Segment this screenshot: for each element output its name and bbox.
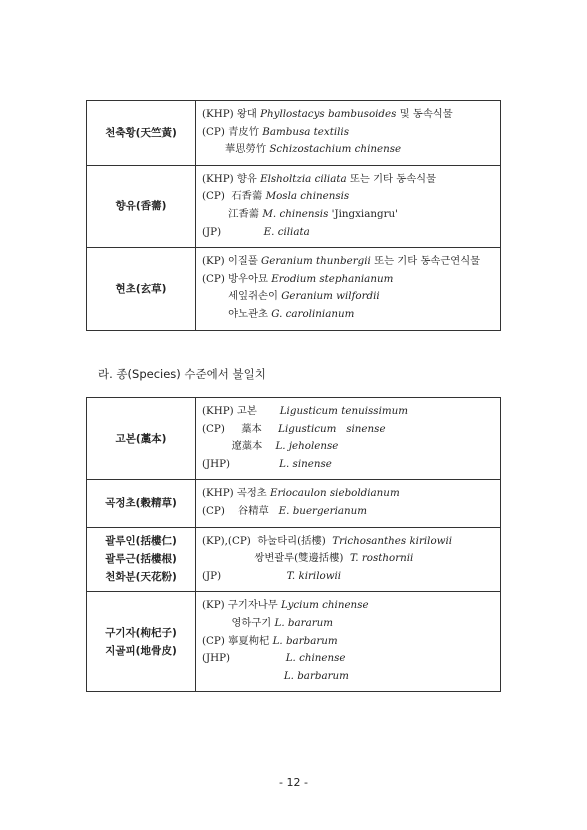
line-text: 세잎쥐손이 (202, 290, 282, 303)
line-text: (KP) 구기자나무 (202, 599, 281, 612)
species-line (202, 421, 494, 439)
pharmacopoeia-species-cell (196, 398, 501, 480)
scientific-name: Trichosanthes kirilowii (332, 534, 453, 547)
scientific-name: Lycium chinense (280, 599, 369, 612)
line-text: (KHP) 고본 (202, 405, 280, 417)
scientific-name: Eriocaulon sieboldianum (270, 487, 400, 500)
scientific-name: Elsholtzia ciliata (260, 172, 347, 185)
scientific-name: T. kirilowii (286, 569, 342, 582)
scientific-name: L. chinense (285, 652, 346, 665)
line-text: (CP) 谷精草 (202, 504, 279, 517)
line-text: 또는 기타 동속근연식물 (370, 255, 481, 268)
herb-row (87, 398, 501, 480)
pharmacopoeia-species-cell (196, 527, 501, 592)
line-text: 江香薷 (202, 207, 263, 220)
species-line (202, 288, 494, 306)
herb-name: 향유(香薷) (115, 200, 167, 213)
species-line (202, 224, 494, 242)
line-text: (JP) (202, 225, 264, 238)
line-text: (JP) (202, 569, 287, 582)
species-line (202, 171, 494, 189)
species-line (202, 403, 494, 421)
scientific-name: M. chinensis (262, 207, 329, 220)
line-text (202, 670, 284, 682)
species-line (202, 253, 494, 271)
species-line (202, 456, 494, 474)
herb-table-1 (86, 100, 501, 331)
line-text: 및 동속식물 (396, 108, 453, 120)
line-text: (CP) 青皮竹 (202, 125, 263, 138)
species-line (202, 106, 494, 124)
species-line (202, 438, 494, 456)
species-line (202, 124, 494, 142)
herb-name: 현초(玄草) (115, 282, 167, 295)
scientific-name: G. carolinianum (271, 307, 355, 320)
herb-name-cell (87, 480, 196, 527)
line-text: 華思勞竹 (202, 143, 270, 156)
scientific-name: L. bararum (274, 616, 334, 629)
herb-name-cell (87, 248, 196, 330)
scientific-name: Schizostachium chinense (269, 143, 402, 156)
line-text: (JHP) (202, 457, 280, 470)
line-text: 야노관초 (202, 307, 272, 320)
herb-name: 천화분(天花粉) (105, 571, 177, 584)
herb-row (87, 592, 501, 692)
line-text: (KHP) 왕대 (202, 108, 261, 120)
herb-name: 구기자(枸杞子) (105, 626, 177, 639)
herb-name-cell (87, 592, 196, 692)
herb-name-cell (87, 165, 196, 247)
herb-row (87, 527, 501, 592)
herb-name-cell (87, 398, 196, 480)
pharmacopoeia-species-cell (196, 165, 501, 247)
species-line (202, 615, 494, 633)
pharmacopoeia-species-cell (196, 101, 501, 166)
herb-name: 고본(藁本) (115, 432, 167, 445)
scientific-name: L. jeholense (275, 440, 339, 453)
scientific-name: Erodium stephanianum (271, 272, 394, 285)
species-line (202, 271, 494, 289)
line-text: (CP) 藁本 (202, 422, 279, 435)
line-text: (KHP) 향유 (202, 172, 261, 185)
line-text: (KP) 이질풀 (202, 255, 262, 268)
pharmacopoeia-species-cell (196, 480, 501, 527)
species-line (202, 668, 494, 686)
scientific-name: E. buergerianum (278, 504, 368, 517)
line-text: (CP) 石香薷 (202, 190, 266, 203)
section-heading: 라. 종(Species) 수준에서 불일치 (98, 367, 266, 381)
herb-name: 괄루인(括樓仁) (105, 535, 177, 548)
species-line (202, 503, 494, 521)
herb-row (87, 248, 501, 330)
scientific-name: Ligusticum tenuissimum (279, 405, 409, 417)
species-line (202, 550, 494, 568)
scientific-name: L. barbarum (283, 669, 349, 682)
line-text: (CP) 방우아묘 (202, 272, 272, 285)
line-text: (KHP) 곡정초 (202, 487, 271, 500)
species-line (202, 485, 494, 503)
line-text: 영하구기 (202, 616, 275, 629)
line-text: (JHP) (202, 652, 286, 665)
herb-table-2 (86, 397, 501, 692)
pharmacopoeia-species-cell (196, 248, 501, 330)
line-text: 遼藁本 (202, 440, 276, 453)
species-line (202, 633, 494, 651)
species-line (202, 533, 494, 551)
herb-name: 천축황(天竺黃) (105, 126, 177, 139)
pharmacopoeia-species-cell (196, 592, 501, 692)
herb-row (87, 480, 501, 527)
herb-name: 곡정초(穀精草) (105, 497, 177, 510)
herb-row (87, 101, 501, 166)
page-number: - 12 - (279, 776, 308, 789)
species-line (202, 650, 494, 668)
herb-name: 지골피(地骨皮) (105, 644, 177, 657)
scientific-name: Ligusticum sinense (278, 422, 386, 435)
herb-row (87, 165, 501, 247)
species-line (202, 206, 494, 224)
scientific-name: Geranium thunbergii (261, 255, 371, 268)
line-text: (CP) 寧夏枸杞 (202, 634, 273, 647)
scientific-name: Bambusa textilis (262, 125, 350, 138)
species-line (202, 188, 494, 206)
herb-name-cell (87, 101, 196, 166)
species-line (202, 141, 494, 159)
line-text: 쌍변괄루(雙邊括樓) (202, 552, 350, 565)
species-line (202, 568, 494, 586)
scientific-name: L. sinense (279, 457, 332, 470)
herb-name: 괄루근(括樓根) (105, 553, 177, 566)
species-line (202, 597, 494, 615)
scientific-name: Phyllostacys bambusoides (260, 108, 397, 120)
scientific-name: Geranium wilfordii (281, 290, 380, 303)
line-text: (KP),(CP) 하눌타리(括樓) (202, 534, 333, 547)
line-text: 또는 기타 동속식물 (346, 172, 437, 185)
herb-name-cell (87, 527, 196, 592)
scientific-name: L. barbarum (272, 634, 338, 647)
scientific-name: T. rosthornii (349, 552, 414, 565)
species-line (202, 306, 494, 324)
scientific-name: E. ciliata (263, 225, 310, 238)
scientific-name: Mosla chinensis (265, 190, 350, 203)
line-text: 'Jingxiangru' (328, 207, 398, 220)
